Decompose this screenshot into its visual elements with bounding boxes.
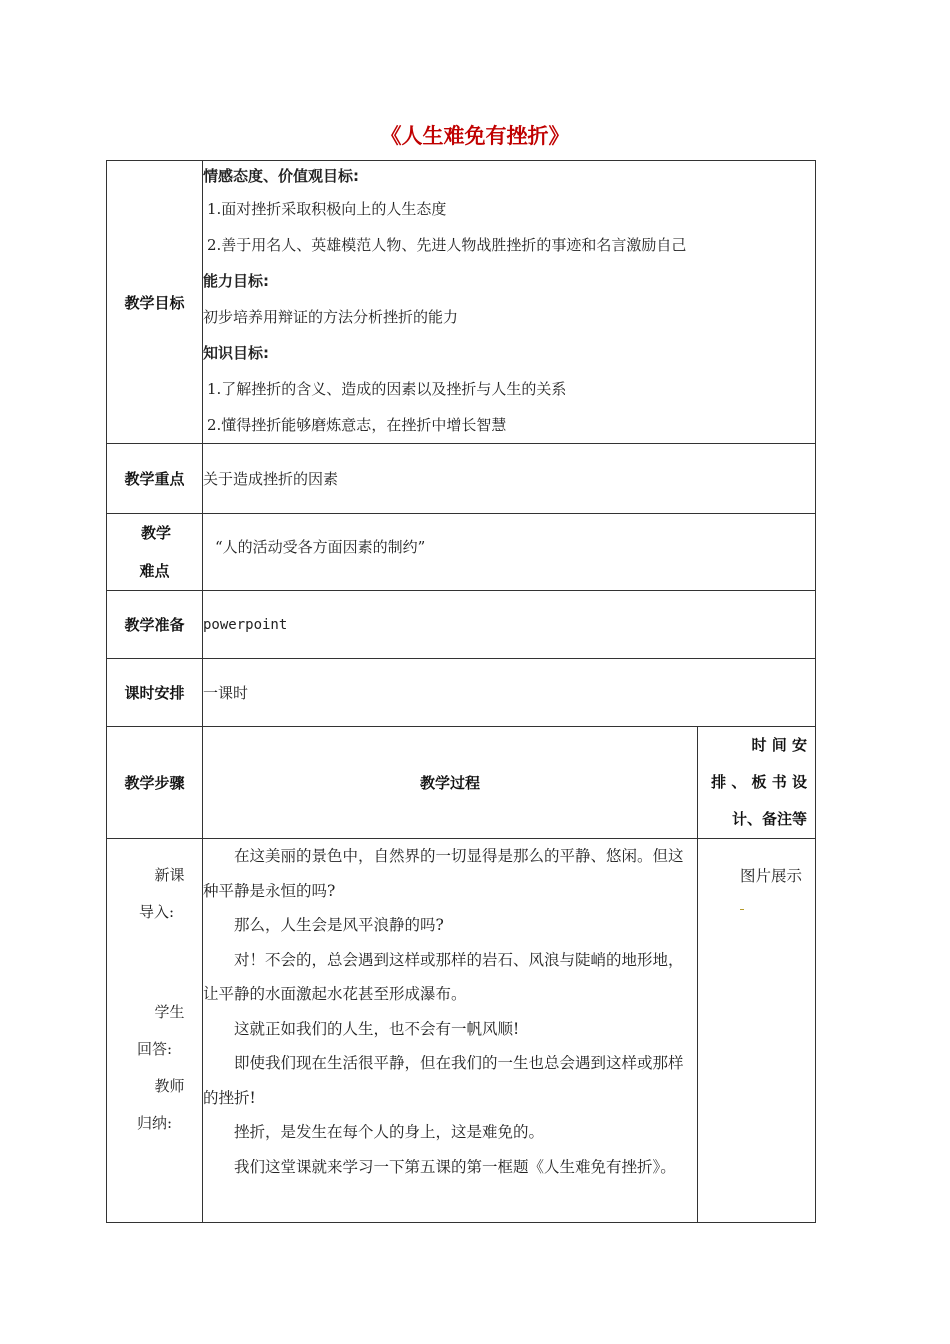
difficulty-label-line2: 难点 (139, 562, 170, 580)
intro-process-cell (203, 839, 698, 1223)
process-header: 教学过程 (203, 727, 698, 839)
intro-step-a-line2: 导入: (138, 903, 175, 921)
emotion-item-1: 1.面对挫折采取积极向上的人生态度 (207, 200, 447, 218)
intro-paragraph-7: 我们这堂课就来学习一下第五课的第一框题《人生难免有挫折》。 (234, 1157, 676, 1176)
document-title: 《人生难免有挫折》 (380, 124, 570, 148)
schedule-label: 课时安排 (107, 659, 203, 727)
difficulty-value-cell (203, 514, 816, 591)
preparation-value: powerpoint (203, 591, 816, 659)
intro-step-c-line1: 教师 (154, 1077, 185, 1095)
difficulty-row (107, 514, 816, 591)
intro-row (107, 839, 816, 1223)
intro-note: 图片展示 (739, 867, 802, 885)
emotion-heading: 情感态度、价值观目标: (203, 167, 359, 185)
key-point-label: 教学重点 (107, 444, 203, 514)
notes-header-line2: 排 、 板 书 设 (711, 773, 807, 791)
intro-step-b-line1: 学生 (154, 1003, 185, 1021)
notes-header (697, 727, 815, 839)
objectives-label: 教学目标 (107, 161, 203, 444)
intro-paragraph-3: 对！不会的，总会遇到这样或那样的岩石、风浪与陡峭的地形地，让平静的水面激起水花甚至形成瀑布。 (203, 950, 684, 1003)
decorative-dash (740, 909, 744, 910)
key-point-value: 关于造成挫折的因素 (203, 444, 816, 514)
steps-header: 教学步骤 (107, 727, 203, 839)
preparation-row (107, 591, 816, 659)
ability-heading: 能力目标: (203, 272, 269, 290)
intro-step-b-line2: 回答: (136, 1040, 173, 1058)
ability-text: 初步培养用辩证的方法分析挫折的能力 (203, 308, 459, 326)
key-point-row (107, 444, 816, 514)
schedule-row (107, 659, 816, 727)
difficulty-label-line1: 教学 (141, 524, 172, 542)
lesson-plan-table (106, 160, 816, 1223)
preparation-label: 教学准备 (107, 591, 203, 659)
knowledge-item-2: 2.懂得挫折能够磨炼意志，在挫折中增长智慧 (207, 416, 507, 434)
knowledge-heading: 知识目标: (203, 344, 269, 362)
intro-paragraph-5: 即使我们现在生活很平静，但在我们的一生也总会遇到这样或那样的挫折! (203, 1054, 684, 1107)
schedule-value: 一课时 (203, 659, 816, 727)
intro-paragraph-1: 在这美丽的景色中，自然界的一切显得是那么的平静、悠闲。但这种平静是永恒的吗? (203, 847, 684, 900)
difficulty-label (107, 514, 203, 591)
intro-step-c-line2: 归纳: (136, 1114, 173, 1132)
notes-header-line1: 时 间 安 (751, 736, 807, 754)
notes-header-line3: 计、备注等 (731, 810, 807, 828)
intro-paragraph-6: 挫折，是发生在每个人的身上，这是难免的。 (234, 1123, 545, 1141)
intro-steps-cell (107, 839, 203, 1223)
emotion-item-2: 2.善于用名人、英雄模范人物、先进人物战胜挫折的事迹和名言激励自己 (207, 236, 687, 254)
difficulty-value: “人的活动受各方面因素的制约” (215, 538, 426, 556)
intro-paragraph-4: 这就正如我们的人生，也不会有一帆风顺! (234, 1019, 520, 1038)
knowledge-item-1: 1.了解挫折的含义、造成的因素以及挫折与人生的关系 (207, 380, 567, 398)
intro-paragraph-2: 那么，人生会是风平浪静的吗? (234, 916, 444, 934)
intro-step-a-line1: 新课 (154, 866, 185, 884)
objectives-content (203, 161, 816, 444)
steps-header-row (107, 727, 816, 839)
intro-notes-cell (697, 839, 815, 1223)
objectives-row (107, 161, 816, 444)
